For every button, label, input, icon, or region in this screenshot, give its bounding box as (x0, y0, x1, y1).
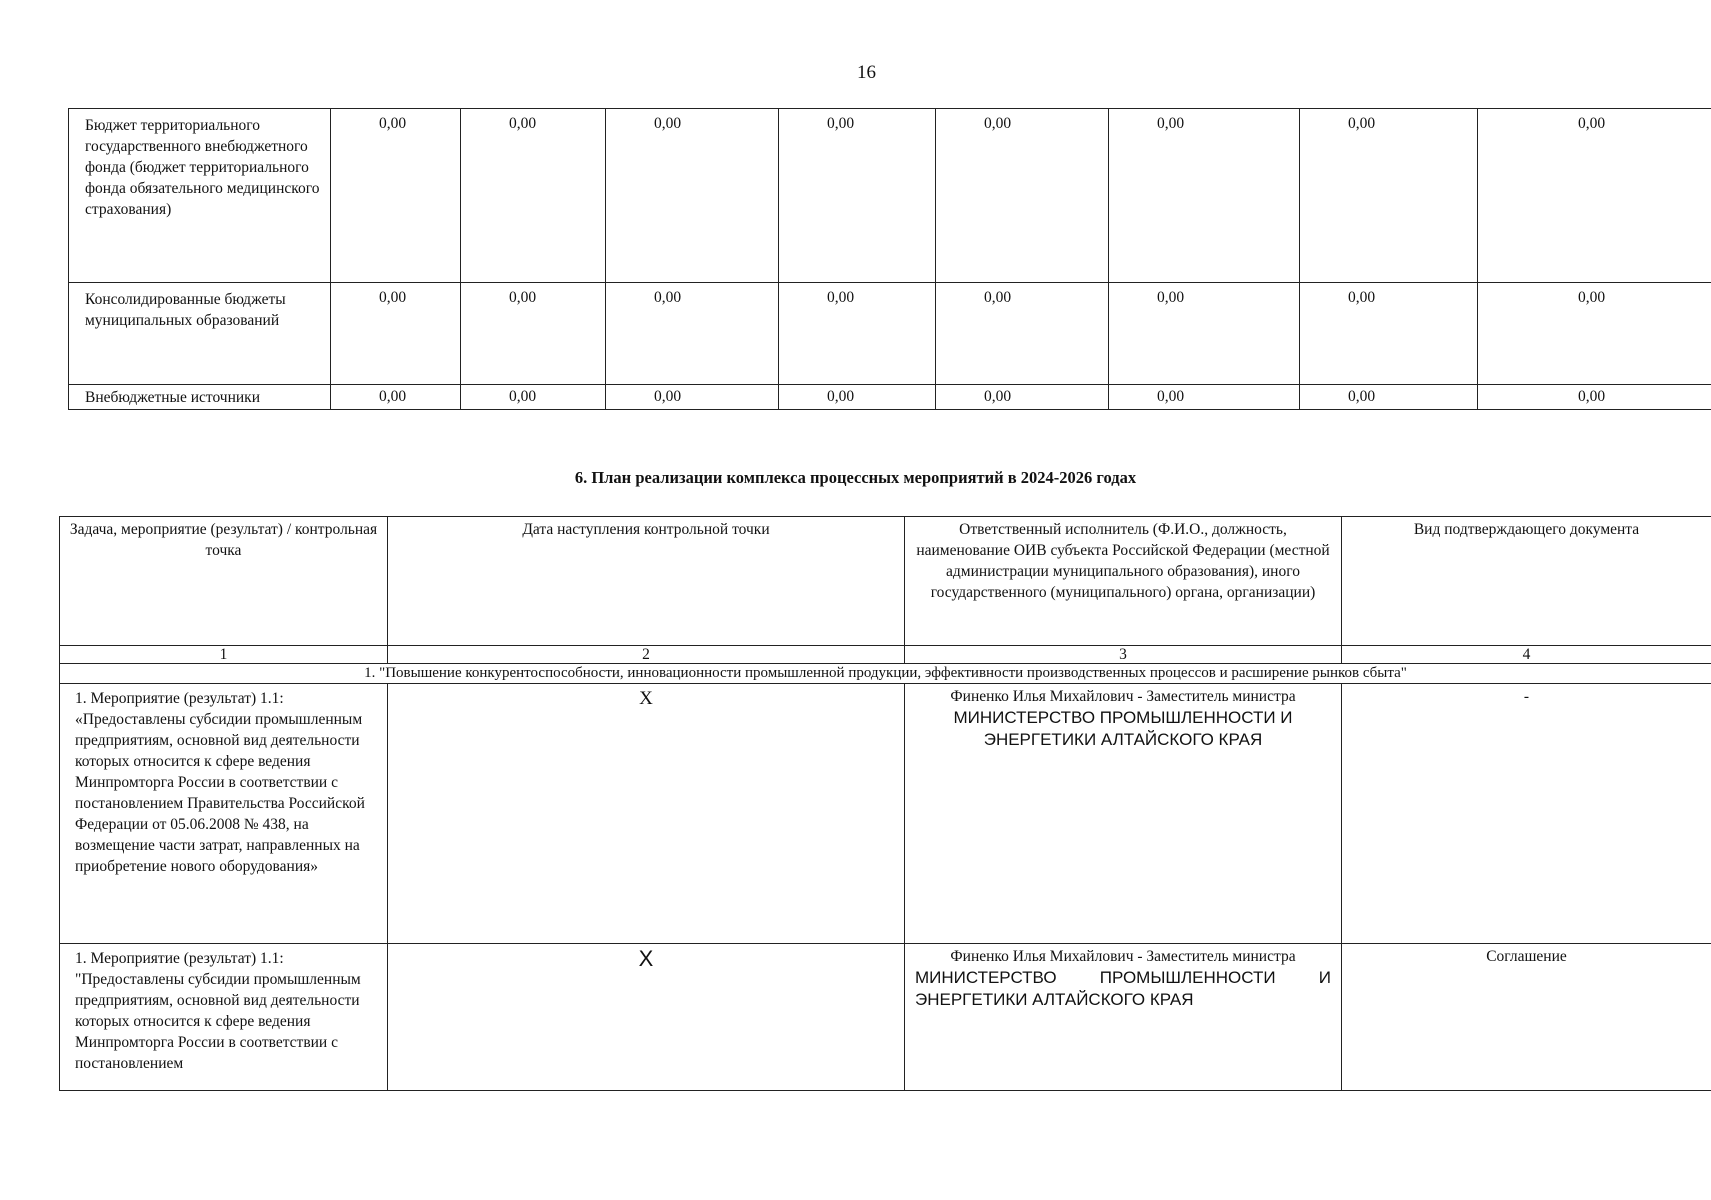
table-row (60, 944, 1711, 1091)
column-number: 4 (1342, 646, 1711, 664)
responsible-cell (905, 684, 1342, 944)
budget-value: 0,00 (1300, 109, 1478, 283)
event-description: 1. Мероприятие (результат) 1.1: "Предоставлены субсидии промышленным предприятиям, основной вид деятельности которых относится к сфере ведения Минпромторга России в соответствии с постановлением (60, 944, 388, 1091)
document-type: Соглашение (1342, 944, 1711, 1091)
budget-value: 0,00 (606, 283, 779, 385)
budget-value: 0,00 (1109, 385, 1300, 410)
header-responsible: Ответственный исполнитель (Ф.И.О., должность, наименование ОИВ субъекта Российской Федерации (местной администрации муниципального образования), иного государственного (муниципального) органа, организации) (905, 517, 1342, 646)
page-number: 16 (857, 62, 876, 83)
budget-value: 0,00 (331, 385, 461, 410)
budget-value: 0,00 (779, 385, 936, 410)
column-number: 3 (905, 646, 1342, 664)
budget-table (68, 108, 1711, 410)
document-type: - (1342, 684, 1711, 944)
budget-value: 0,00 (779, 283, 936, 385)
header-event: Задача, мероприятие (результат) / контрольная точка (60, 517, 388, 646)
table-row (60, 684, 1711, 944)
budget-value: 0,00 (1478, 109, 1711, 283)
budget-row-label: Консолидированные бюджеты муниципальных образований (69, 283, 331, 385)
budget-value: 0,00 (461, 385, 606, 410)
budget-value: 0,00 (1478, 283, 1711, 385)
column-number: 1 (60, 646, 388, 664)
column-number: 2 (388, 646, 905, 664)
budget-value: 0,00 (461, 283, 606, 385)
budget-value: 0,00 (331, 109, 461, 283)
responsible-ministry: МИНИСТЕРСТВО ПРОМЫШЛЕННОСТИ И ЭНЕРГЕТИКИ АЛТАЙСКОГО КРАЯ (915, 968, 1331, 1009)
budget-row (69, 385, 1711, 410)
budget-row-label: Бюджет территориального государственного внебюджетного фонда (бюджет территориального фонда обязательного медицинского страхования) (69, 109, 331, 283)
plan-header-row (60, 517, 1711, 646)
budget-value: 0,00 (936, 283, 1109, 385)
budget-value: 0,00 (1109, 109, 1300, 283)
budget-row (69, 283, 1711, 385)
responsible-cell (905, 944, 1342, 1091)
budget-value: 0,00 (779, 109, 936, 283)
date-mark: X (638, 946, 654, 971)
responsible-person: Финенко Илья Михайлович - Заместитель министра (950, 948, 1296, 965)
date-mark: X (639, 688, 653, 709)
control-date (388, 944, 905, 1091)
task-title: 1. "Повышение конкурентоспособности, инновационности промышленной продукции, эффективности производственных процессов и расширение рынков сбыта" (60, 664, 1711, 684)
event-description: 1. Мероприятие (результат) 1.1: «Предоставлены субсидии промышленным предприятиям, основной вид деятельности которых относится к сфере ведения Минпромторга России в соответствии с постановлением Правительства Российской Федерации от 05.06.2008 № 438, на возмещение части затрат, направленных на приобретение нового оборудования» (60, 684, 388, 944)
budget-value: 0,00 (936, 109, 1109, 283)
budget-value: 0,00 (1478, 385, 1711, 410)
budget-value: 0,00 (1300, 385, 1478, 410)
task-row (60, 664, 1711, 684)
section-title: 6. План реализации комплекса процессных мероприятий в 2024-2026 годах (574, 468, 1137, 487)
budget-value: 0,00 (606, 385, 779, 410)
budget-value: 0,00 (606, 109, 779, 283)
control-date (388, 684, 905, 944)
budget-value: 0,00 (461, 109, 606, 283)
responsible-person: Финенко Илья Михайлович - Заместитель министра (950, 688, 1296, 705)
header-document: Вид подтверждающего документа (1342, 517, 1711, 646)
budget-value: 0,00 (936, 385, 1109, 410)
budget-row (69, 109, 1711, 283)
header-date: Дата наступления контрольной точки (388, 517, 905, 646)
budget-value: 0,00 (1300, 283, 1478, 385)
budget-row-label: Внебюджетные источники (69, 385, 331, 410)
column-numbers-row (60, 646, 1711, 664)
plan-table (59, 516, 1711, 1091)
budget-value: 0,00 (1109, 283, 1300, 385)
responsible-ministry: МИНИСТЕРСТВО ПРОМЫШЛЕННОСТИ И ЭНЕРГЕТИКИ АЛТАЙСКОГО КРАЯ (953, 708, 1293, 749)
budget-value: 0,00 (331, 283, 461, 385)
